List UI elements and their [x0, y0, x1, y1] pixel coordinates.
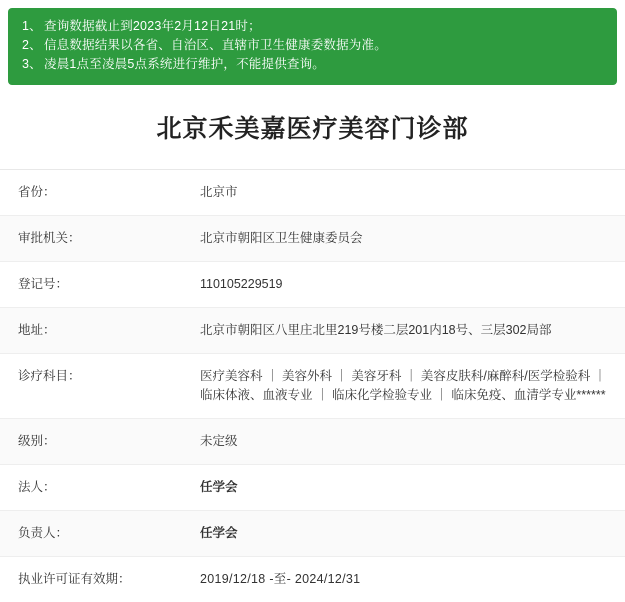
notice-line-2-text: 信息数据结果以各省、自治区、直辖市卫生健康委数据为准。: [44, 38, 387, 52]
notice-line-3-number: 3、: [22, 55, 44, 74]
row-value-address: 北京市朝阳区八里庄北里219号楼二层201内18号、三层302局部: [200, 308, 625, 354]
notice-line-1-text: 查询数据截止到2023年2月12日21时；: [44, 19, 261, 33]
row-label-level: 级别：: [0, 419, 200, 465]
notice-line-1-number: 1、: [22, 17, 44, 36]
row-label-address: 地址：: [0, 308, 200, 354]
notice-line-3-text: 凌晨1点至凌晨5点系统进行维护，不能提供查询。: [44, 57, 325, 71]
notice-line-1: [22, 17, 603, 36]
notice-line-3: [22, 55, 603, 74]
page-title-container: [0, 85, 625, 169]
row-value-province: 北京市: [200, 170, 625, 216]
row-label-authority: 审批机关：: [0, 216, 200, 262]
page-title: 北京禾美嘉医疗美容门诊部: [156, 109, 468, 145]
table-row: [0, 308, 625, 354]
row-value-authority: 北京市朝阳区卫生健康委员会: [200, 216, 625, 262]
table-row: [0, 511, 625, 557]
table-row: [0, 419, 625, 465]
table-row: [0, 216, 625, 262]
notice-line-2: [22, 36, 603, 55]
row-value-level: 未定级: [200, 419, 625, 465]
notice-banner: [8, 8, 617, 85]
row-label-registration-number: 登记号：: [0, 262, 200, 308]
row-value-responsible-person: 任学会: [200, 511, 625, 557]
row-label-responsible-person: 负责人：: [0, 511, 200, 557]
row-value-registration-number: 110105229519: [200, 262, 625, 308]
row-value-license-validity: 2019/12/18 -至- 2024/12/31: [200, 557, 625, 602]
notice-line-2-number: 2、: [22, 36, 44, 55]
row-label-legal-person: 法人：: [0, 465, 200, 511]
table-row: [0, 262, 625, 308]
table-row: [0, 354, 625, 419]
row-label-license-validity: 执业许可证有效期：: [0, 557, 200, 602]
clinic-info-table: [0, 169, 625, 602]
row-value-departments: 医疗美容科 ｜ 美容外科 ｜ 美容牙科 ｜ 美容皮肤科/麻醉科/医学检验科 ｜ 临床体液、血液专业 ｜ 临床化学检验专业 ｜ 临床免疫、血清学专业******: [200, 354, 625, 419]
table-row: [0, 557, 625, 602]
table-row: [0, 465, 625, 511]
row-label-departments: 诊疗科目：: [0, 354, 200, 419]
table-row: [0, 170, 625, 216]
row-value-legal-person: 任学会: [200, 465, 625, 511]
row-label-province: 省份：: [0, 170, 200, 216]
document-page: [0, 8, 625, 497]
